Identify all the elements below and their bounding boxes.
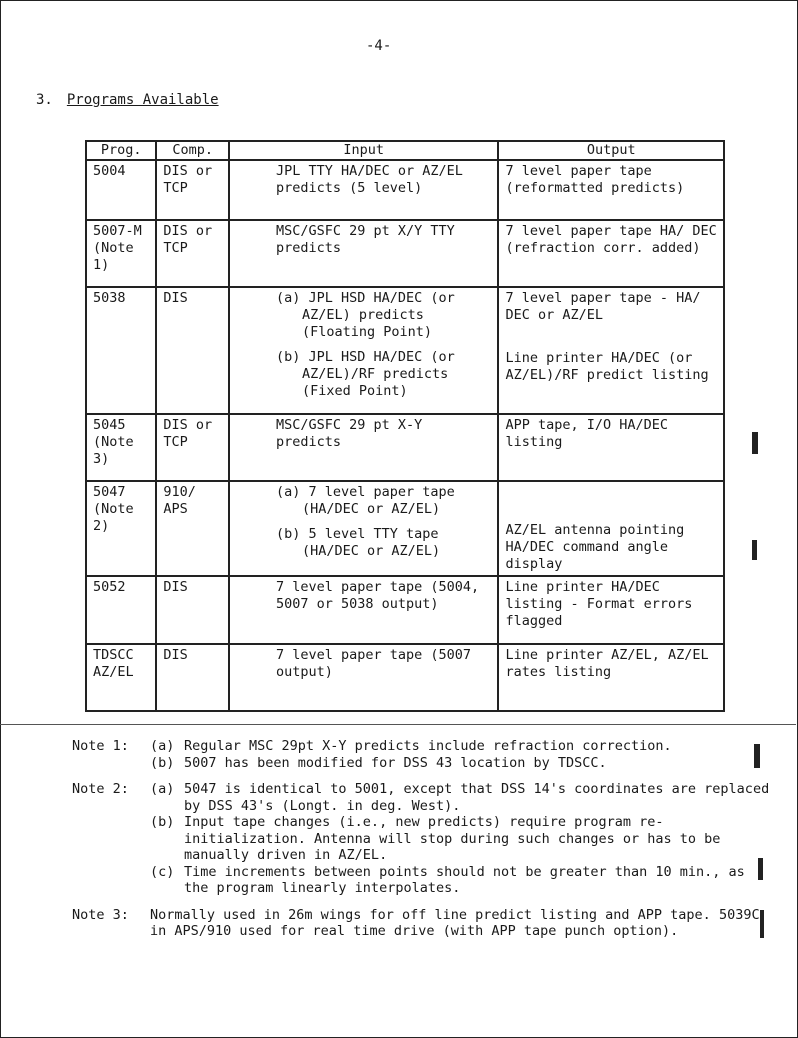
cell-output: AZ/EL antenna pointing HA/DEC command angle display: [498, 481, 724, 576]
cell-comp: DIS: [156, 644, 229, 711]
cell-comp: DIS or TCP: [156, 160, 229, 220]
section-number: 3.: [36, 92, 53, 108]
output-b: Line printer HA/DEC (or AZ/EL)/RF predict listing: [505, 350, 709, 383]
cell-comp: 910/ APS: [156, 481, 229, 576]
input-text: 7 level paper tape (5004, 5007 or 5038 output): [275, 579, 480, 612]
table-header-row: [86, 141, 724, 160]
input-b: (b) 5 level TTY tape (HA/DEC or AZ/EL): [275, 526, 441, 559]
scan-mark: [760, 910, 764, 938]
note-item: (c) Time increments between points should not be greater than 10 min., as the program linearly interpolates.: [150, 863, 745, 896]
cell-prog: 5038: [86, 287, 156, 414]
table-row: [86, 576, 724, 644]
input-text: MSC/GSFC 29 pt X/Y TTY predicts: [275, 223, 455, 256]
cell-comp: DIS: [156, 576, 229, 644]
cell-comp: DIS or TCP: [156, 220, 229, 287]
note-2: [72, 781, 772, 897]
header-prog: Prog.: [86, 141, 156, 160]
cell-input: [229, 414, 499, 481]
cell-output: 7 level paper tape (reformatted predicts): [498, 160, 724, 220]
table-row: [86, 160, 724, 220]
cell-input: [229, 220, 499, 287]
cell-input: [229, 160, 499, 220]
note-3: Note 3: Normally used in 26m wings for off line predict listing and APP tape. 5039C in APS/910 used for real time drive (with APP tape punch option).: [72, 906, 760, 939]
divider: [0, 724, 796, 725]
note-1: [72, 738, 772, 771]
table-row: [86, 220, 724, 287]
table-row: [86, 644, 724, 711]
cell-comp: DIS: [156, 287, 229, 414]
programs-table: [85, 140, 725, 712]
scan-mark: [758, 858, 763, 880]
table-row: [86, 481, 724, 576]
note-label: Note 3:: [72, 906, 129, 923]
header-input: Input: [229, 141, 499, 160]
input-a: (a) 7 level paper tape (HA/DEC or AZ/EL): [275, 484, 455, 517]
cell-prog: 5052: [86, 576, 156, 644]
cell-prog: 5047 (Note 2): [86, 481, 156, 576]
cell-prog: 5007-M (Note 1): [86, 220, 156, 287]
note-item: (b) Input tape changes (i.e., new predicts) require program re-initialization. Antenna will stop during such changes or has to be manually driven in AZ/EL.: [150, 814, 721, 863]
note-item: (a) Regular MSC 29pt X-Y predicts include refraction correction.: [150, 738, 672, 754]
section-title: Programs Available: [66, 92, 219, 108]
cell-input: [229, 481, 499, 576]
cell-input: [229, 644, 499, 711]
section-heading: [36, 92, 219, 108]
cell-prog: 5045 (Note 3): [86, 414, 156, 481]
note-item: (a) 5047 is identical to 5001, except that DSS 14's coordinates are replaced by DSS 43's (Longt. in deg. West).: [150, 781, 770, 814]
cell-comp: DIS or TCP: [156, 414, 229, 481]
cell-prog: TDSCC AZ/EL: [86, 644, 156, 711]
note-label: Note 2:: [72, 781, 129, 797]
page-number: -4-: [366, 38, 392, 54]
table-row: [86, 414, 724, 481]
cell-input: [229, 287, 499, 414]
input-a: (a) JPL HSD HA/DEC (or AZ/EL) predicts (Floating Point): [275, 290, 455, 340]
input-text: 7 level paper tape (5007 output): [275, 647, 472, 680]
scan-mark: [754, 744, 760, 768]
input-b: (b) JPL HSD HA/DEC (or AZ/EL)/RF predicts (Fixed Point): [275, 349, 455, 399]
notes-section: [72, 738, 772, 950]
cell-output: 7 level paper tape HA/ DEC (refraction corr. added): [498, 220, 724, 287]
cell-prog: 5004: [86, 160, 156, 220]
input-text: JPL TTY HA/DEC or AZ/EL predicts (5 level): [275, 163, 463, 196]
scan-mark: [752, 540, 757, 560]
cell-output: Line printer HA/DEC listing - Format errors flagged: [498, 576, 724, 644]
note-item: (b) 5007 has been modified for DSS 43 location by TDSCC.: [150, 754, 607, 771]
cell-input: [229, 576, 499, 644]
cell-output: Line printer AZ/EL, AZ/EL rates listing: [498, 644, 724, 711]
input-text: MSC/GSFC 29 pt X-Y predicts: [275, 417, 423, 450]
cell-output: [498, 287, 724, 414]
header-output: Output: [498, 141, 724, 160]
scan-mark: [752, 432, 758, 454]
header-comp: Comp.: [156, 141, 229, 160]
output-a: 7 level paper tape - HA/ DEC or AZ/EL: [505, 290, 701, 323]
table-row: [86, 287, 724, 414]
cell-output: APP tape, I/O HA/DEC listing: [498, 414, 724, 481]
note-label: Note 1:: [72, 738, 129, 754]
